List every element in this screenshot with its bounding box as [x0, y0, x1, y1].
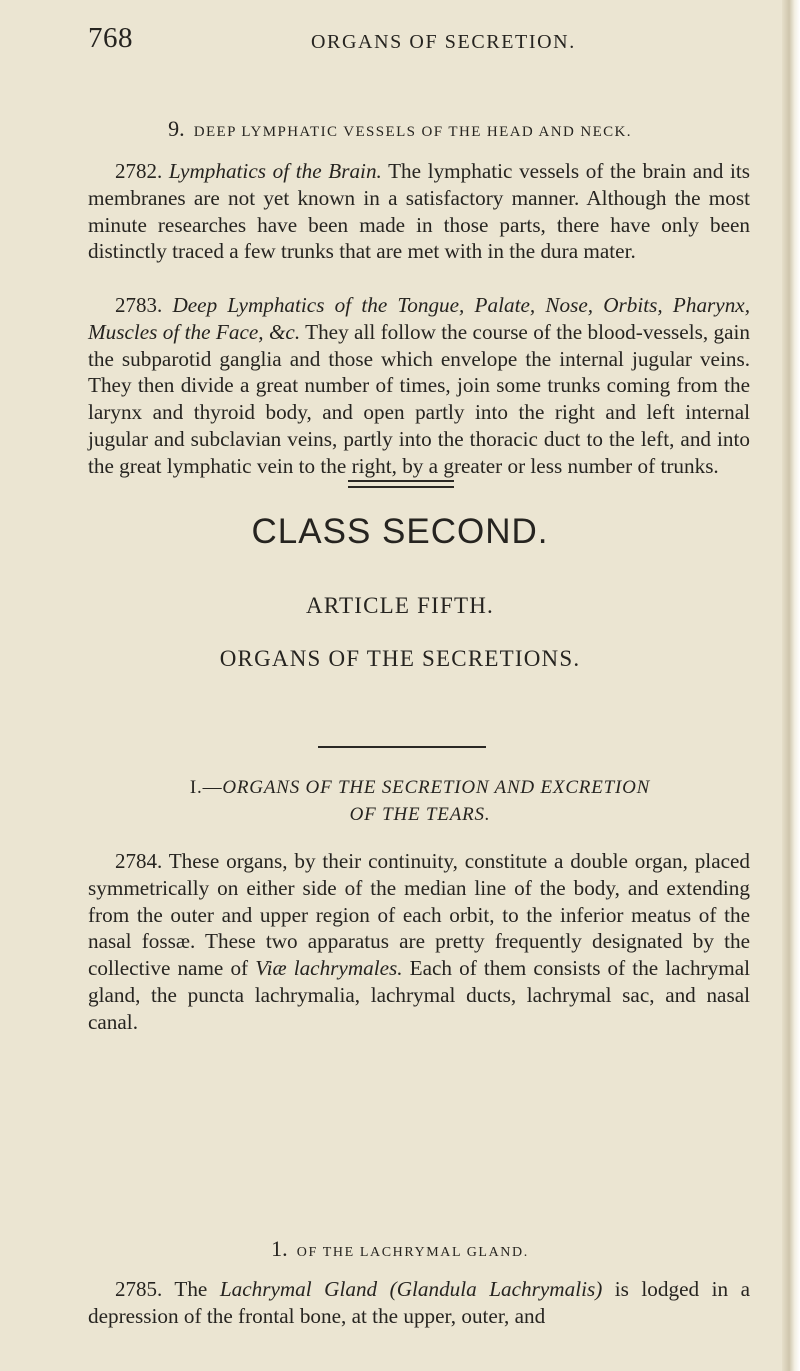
subsection-title-line1: ORGANS OF THE SECRETION AND EXCRETION: [222, 777, 651, 798]
paragraph-title: Lymphatics of the Brain.: [168, 159, 382, 183]
paragraph-text: is lodged in a depression of the frontal bone, at the upper, outer, and: [88, 1277, 750, 1328]
section-heading-9: [0, 116, 800, 142]
section-heading-1: [0, 1236, 800, 1262]
divider-rule: [348, 480, 454, 482]
paragraph-italic: Viæ lachrymales.: [255, 956, 403, 981]
paragraph-number: 2784.: [115, 849, 163, 873]
organs-title: ORGANS OF THE SECRETIONS.: [219, 646, 581, 671]
divider-rule: [318, 746, 486, 748]
class-title: CLASS SECOND.: [251, 512, 549, 551]
subsection-heading: [90, 774, 750, 801]
paragraph-text: They all follow the course of the blood-vessels, gain the subparotid ganglia and those which envelope the internal jugular veins. They then divide a great number of times, join some trunks coming from the larynx and thyroid body, and open partly into the right and left internal jugular and subclavian veins, partly into the thoracic duct to the left, and into the great lymphatic vein to the right, by a greater or less number of trunks.: [88, 319, 750, 478]
paragraph-2783: [88, 292, 750, 480]
paragraph-text: Each of them consists of the lachrymal gland, the puncta lachrymalia, lachrymal ducts, lachrymal sac, and nasal canal.: [88, 956, 751, 1034]
divider-rule: [348, 486, 454, 488]
paragraph-2782: [88, 158, 750, 265]
section-title: OF THE LACHRYMAL GLAND.: [296, 1245, 529, 1260]
section-number: 9.: [168, 116, 185, 141]
paragraph-text: The: [174, 1277, 208, 1301]
page-header: [88, 22, 788, 58]
page-number: 768: [88, 22, 133, 54]
paragraph-text: The lymphatic vessels of the brain and its membranes are not yet known in a satisfactory manner. Although the most minute researches have been made in those parts, there have only been distinctly traced a few trunks that are met with in the dura mater.: [88, 159, 751, 264]
subsection-number: I.—: [189, 777, 223, 798]
paragraph-number: 2783.: [115, 293, 163, 317]
running-head: ORGANS OF SECRETION.: [311, 31, 576, 53]
subsection-heading-line2: OF THE TEARS.: [349, 804, 491, 825]
paragraph-italic: Lachrymal Gland (Glandula Lachrymalis): [219, 1277, 603, 1301]
article-title: ARTICLE FIFTH.: [306, 593, 494, 618]
page-edge: [782, 0, 800, 1371]
paragraph-2784: [88, 848, 750, 1036]
section-title: DEEP LYMPHATIC VESSELS OF THE HEAD AND NECK.: [193, 124, 632, 140]
paragraph-number: 2782.: [115, 159, 163, 183]
paragraph-title: Deep Lymphatics of the Tongue, Palate, Nose, Orbits, Pharynx, Muscles of the Face, &c.: [88, 293, 750, 344]
paragraph-text: These organs, by their continuity, constitute a double organ, placed symmetrically on either side of the median line of the body, and extending from the outer and upper region of each orbit, to the inferior meatus of the nasal fossæ. These two apparatus are pretty frequently designated by the collective name of: [88, 849, 751, 981]
paragraph-2785: [88, 1276, 750, 1330]
paragraph-number: 2785.: [115, 1277, 163, 1301]
section-number: 1.: [271, 1236, 288, 1261]
